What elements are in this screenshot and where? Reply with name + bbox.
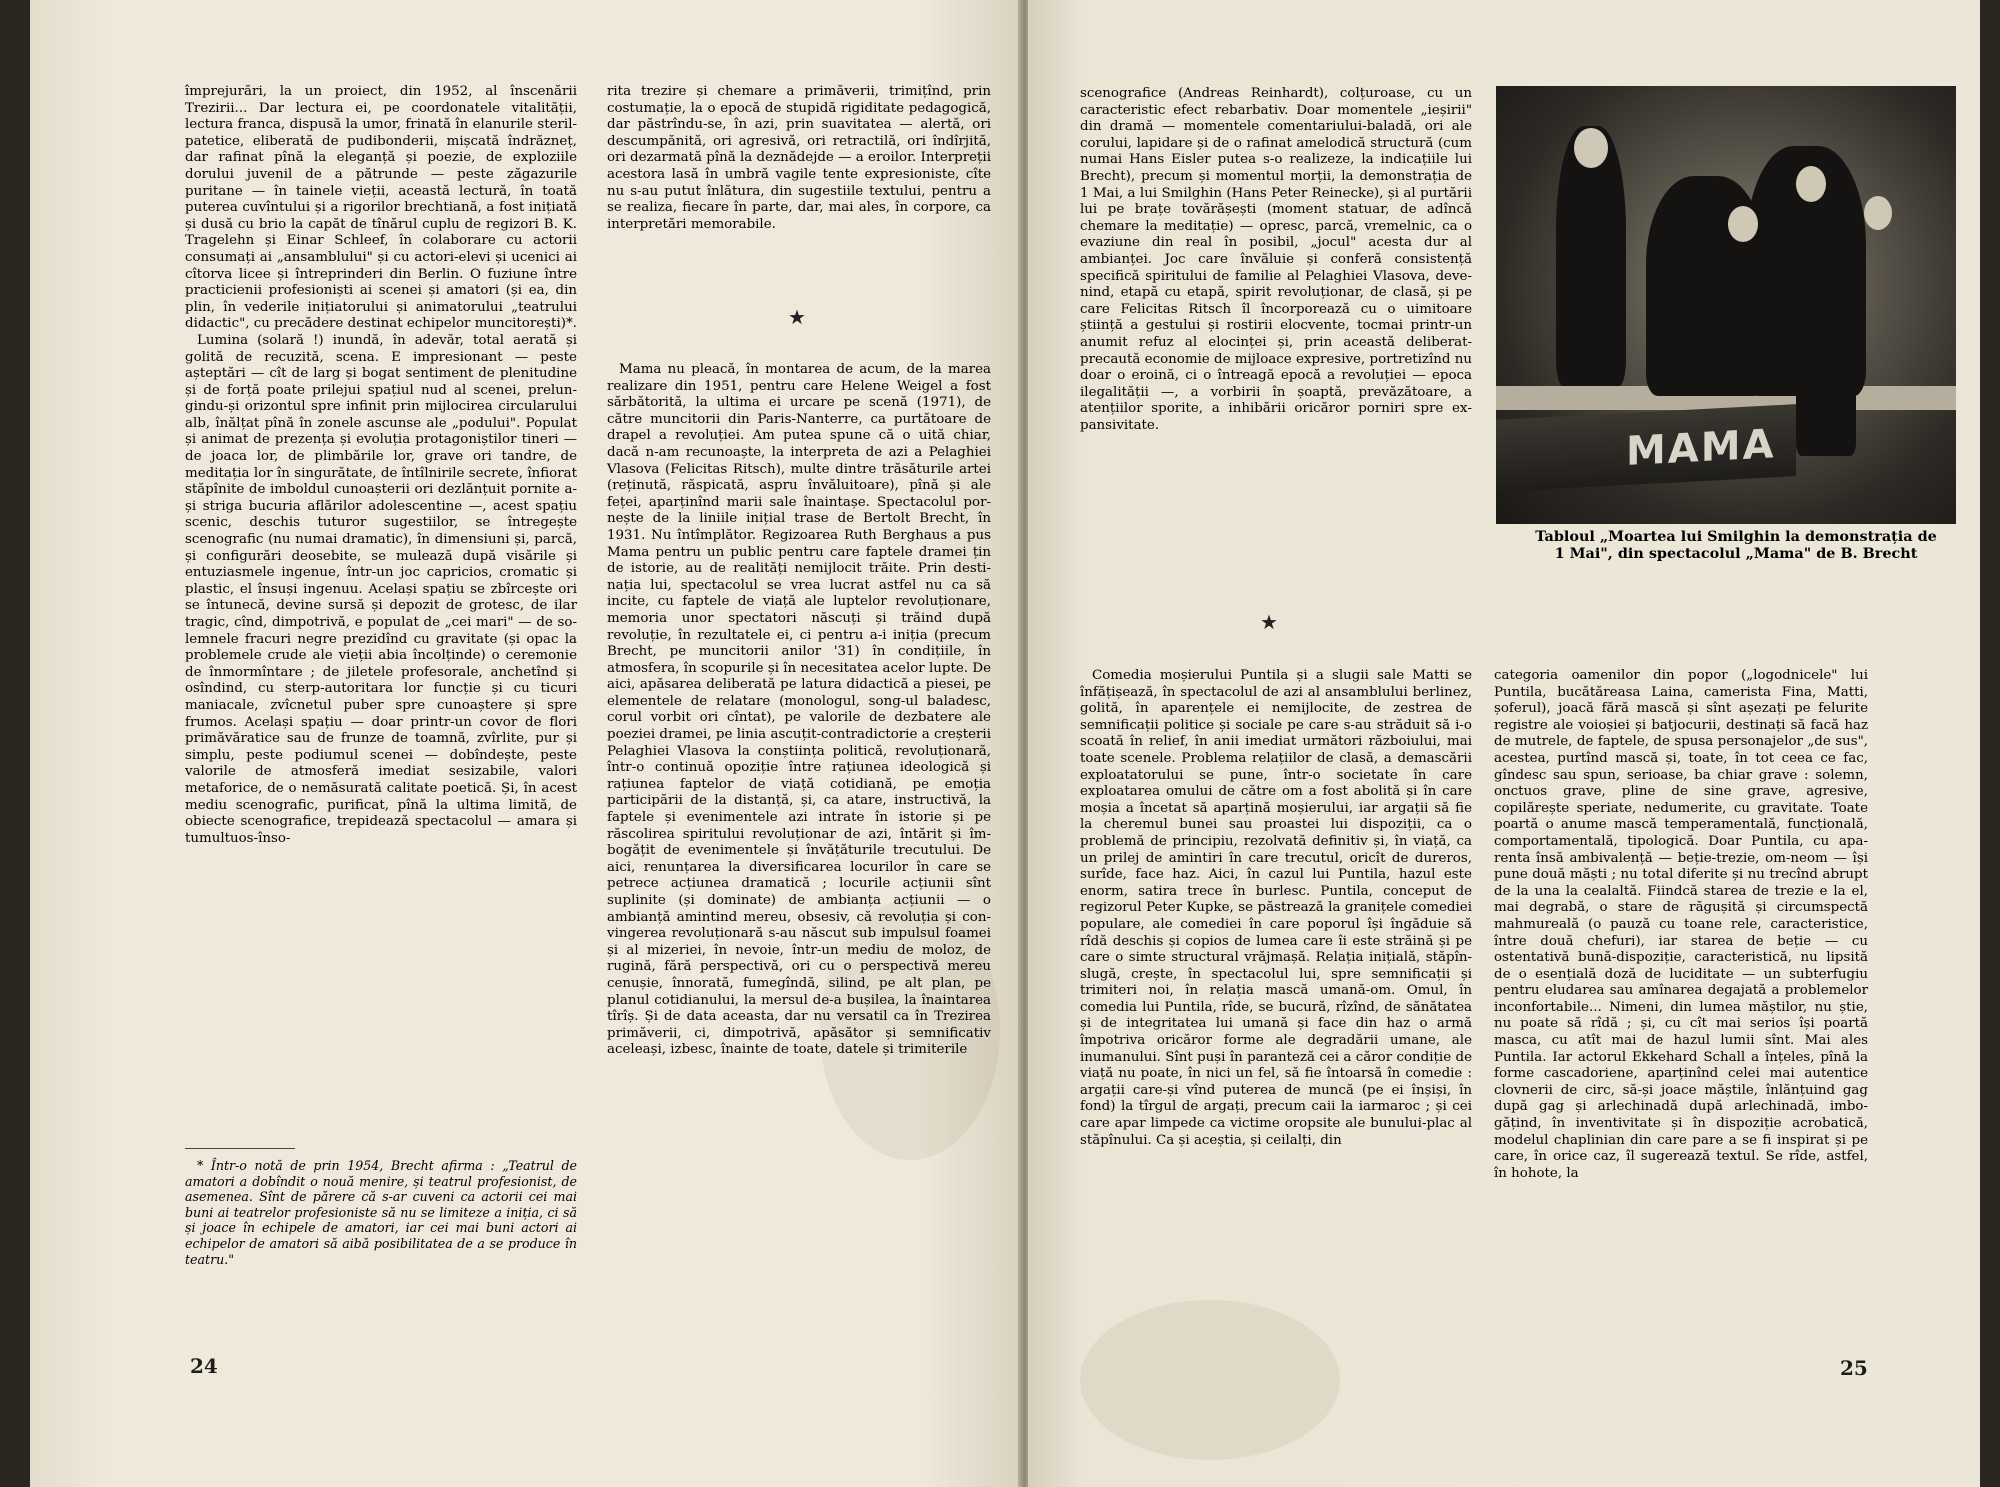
footnote xyxy=(185,1158,577,1267)
left-page-column-2-section xyxy=(607,362,991,1059)
stage-banner xyxy=(1496,404,1796,492)
page-number-right: 25 xyxy=(1840,1356,1868,1380)
left-col1-paragraph: Lumina (solară !) inundă, în adevăr, total aerată și golită de recuzită, scena. E impresionant — peste așteptări — cît de larg și bogat sentiment de plenitudine și de forță poate prilejui spațiul nud al scenei, prelungindu-și orizontul spre infinit prin mijlocirea circularului alb, înălțat pînă în zonele ascunse ale „podului". Populat și animat de prezența și evoluția protagoniștilor tineri — de joaca lor, de plimbările lor, grave ori tandre, de meditația lor în singurătate, de întîlnirile secrete, înfiorat stăpînite de imboldul cunoașterii ori dezlănțuit pornite a-și striga bucuria aflărilor adolescentine —, acest spațiu scenic, deschis tuturor sugestiilor, se întregește scenografic (nu numai dramatic), în dimensiuni și, parcă, și configurări deosebite, se mulează după visările și entuziasmele ingenue, într-un joc capricios, cromatic și plastic, el însuși ingenuu. Același spațiu se zbîrcește ori se întunecă, devine sursă și depozit de grotesc, de ilar tragic, cînd, dimpotrivă, e populat de „cei mari" — de solemnele fracuri negre prezidînd cu gravitate (și opac la problemele crude ale vieții abia încolținde) o ceremonie de înmormîntare ; de jiletele profesorale, anchetînd și osîndind, cu sterp-autoritara lor funcție și cu ticuri maniacale, zvîcnetul puber spre cunoaștere și spre frumos. Același spațiu — doar printr-un covor de flori primăvăratice sau de frunze de toamnă, zvîrlite, pur și simplu, peste podiumul scenei — dobîndește, peste valorile de atmosferă imediat sesizabile, valori metaforice, de o nemăsurată calitate poetică. Și, în acest mediu scenografic, purificat, pînă la ultima limită, de obiecte scenografice, trepidează spectacolul — amara și tumultuos-înso- xyxy=(185,332,577,846)
section-star: ★ xyxy=(1260,610,1278,634)
right-page-column-1 xyxy=(1080,86,1472,434)
footnote-rule xyxy=(185,1148,295,1149)
left-col2-intro: rita trezire și chemare a primăverii, trimițînd, prin costumație, la o epocă de stupidă rigiditate pedagogică, dar păstrîndu-se, în azi, prin suavitatea — alertă, ori descumpănită, ori agresivă, ori retractilă, ori îndîrjită, ori dezarmată pînă la deznădejde — a eroilor. Interpreții acestora lasă în umbră vagile tente expresioniste, cîte nu s-au putut înlătura, din sugestiile textului, pentru a se realiza, fiecare în parte, dar, mai ales, în corpore, ca interpretări memorabile. xyxy=(607,84,991,232)
actor-face xyxy=(1574,128,1608,168)
left-page-column-2 xyxy=(607,84,991,233)
banner-text: MAMA xyxy=(1626,421,1776,476)
section-star: ★ xyxy=(788,305,806,329)
right-page-column-1-section xyxy=(1080,668,1472,1149)
right-col1-paragraph: Comedia moșierului Puntila și a slugii sale Matti se înfățișează, în spectacolul de azi al ansamblului berlinez, golită, în aparențele ei nemijlocite, de zestrea de semnificații politice și sociale pe care s-au străduit să i-o scoată în relief, în anii imediat următori războiului, mai toate scenele. Problema relațiilor de clasă, a demascării exploatatorului se pune, într-o societate în care exploatarea omului de către om a fost abolită și în care moșia a încetat să aparțină moșierului, iar argații să fie la cheremul bunei sau proastei lui dispoziții, ca o problemă de principiu, rezolvată definitiv și, în viață, ca un prilej de amintiri în care trecutul, oricît de dureros, surîde, face haz. Aici, în cazul lui Puntila, hazul este enorm, satira trece în burlesc. Puntila, conceput de regizorul Peter Kupke, se păstrează la granițele comediei populare, ale comediei în care poporul își îngăduie să rîdă deschis și copios de lumea care îi este străină și pe care o simte structural vrăjmașă. Relația inițială, stăpîn-slugă, crește, în spectacolul lui, spre semnificații și trimiteri noi, în relația mască umană-om. Omul, în comedia lui Puntila, rîde, se bucură, rîzînd, de sănătatea și de integritatea lui umană și face din haz o armă împotriva oricăror forme ale degradării umane, ale inumanului. Sînt puși în paranteză cei a căror condiție de viață nu poate, în nici un fel, să fie întoarsă în comedie : argații care-și vînd puterea de muncă (pe ei înșiși, în fond) la tîrgul de argați, precum caii la iarmaroc ; și cei care apar limpede ca victime oropsite ale bunului-plac al stăpînului. Ca și aceștia, și ceilalți, din xyxy=(1080,668,1472,1148)
actor-figure xyxy=(1796,326,1856,456)
left-page-column-1 xyxy=(185,84,577,847)
actor-face xyxy=(1728,206,1758,242)
footnote-text: * Într-o notă de prin 1954, Brecht afirma : „Teatrul de amatori a dobîndit o nouă menire, și teatrul profesionist, de asemenea. Sînt de părere că s-ar cuveni ca actorii cei mai buni ai teatrelor profesioniste să nu se limiteze a iniția, ci să și joace în echipele de amatori, iar cei mai buni actori ai echipelor de amatori să aibă posibilitatea de a se produce în teatru." xyxy=(185,1158,577,1267)
right-col2-paragraph: categoria oamenilor din popor („logodnicele" lui Puntila, bucătăreasa Laina, camerista Fina, Matti, șoferul), joacă fără mască și sînt așezați pe felurite registre ale voioșiei și batjocurii, destinați să facă haz de mutrele, de faptele, de spusa personajelor „de sus", acestea, purtînd mască și, toate, în tot ceea ce fac, gîndesc sau spun, serioase, ba chiar grave : solemn, onctuos grave, pline de sine grave, agresive, copilărește speriate, nedumerite, cu gravitate. Toate poartă o anume mască temperamentală, funcțională, comportamentală, tipologică. Doar Puntila, cu aparenta însă ambivalență — beție-trezie, om-neom — își pune două măști ; nu total diferite și nu trecînd abrupt de la una la cealaltă. Fiindcă starea de trezie e la el, mai degrabă, o stare de răgușită și circumspectă mahmureală (o pauză cu toane rele, caracteristice, între două chefuri), iar starea de beție — cu ostentativă bună-dispoziție, caracteristică, nu lipsită de o esențială doză de luciditate — un subterfugiu pentru eludarea sau amînarea degajată a problemelor inconfortabile... Nimeni, din lumea măștilor, nu știe, nu poate să rîdă ; și, cu cît mai serios își poartă masca, cu atît mai de hazul lumii sînt. Mai ales Puntila. Iar actorul Ekkehard Schall a înțeles, pînă la forme cascadoriene, aparținînd celei mai autentice clovnerii de circ, să-și joace măștile, înlănțuind gag după gag și arlechinadă după arlechinadă, imbogățind, în inventivitate și în dispoziție acrobatică, modelul chaplinian din care pare a se fi inspirat și pe care, în orice caz, îl sugerează textul. Se rîde, astfel, în hohote, la xyxy=(1494,668,1868,1181)
right-col1-intro: scenografice (Andreas Reinhardt), colțuroase, cu un caracteristic efect rebarbativ. Doar momentele „ieșirii" din dramă — momentele comentariului-baladă, ori ale corului, lapidare și de o rafinat amelodică structură (cum numai Hans Eisler putea s-o realizeze, la indicațiile lui Brecht), precum și momentul morții, la demonstrația de 1 Mai, a lui Smilghin (Hans Peter Reinecke), și al purtării lui pe brațe tovărășești (moment statuar, de adîncă chemare la meditație) — opresc, parcă, vremelnic, ca o evaziune din real în posibil, „jocul" acesta dur al ambianței. Joc care învăluie și conferă consistență specifică spiritului de familie al Pelaghiei Vlasova, devenind, etapă cu etapă, spirit revoluționar, de clasă, și pe care Felicitas Ritsch îl încorporează cu o uimitoare știință a gestului și rostirii elocvente, tocmai printr-un anumit refuz al elocinței și, prin această deliberatprecaută economie de mijloace expresive, portretizînd nu doar o eroină, ci o întreagă epocă a revoluției — epoca ilegalității —, a vorbirii în șoaptă, prevăzătoare, a atențiilor sporite, a inhibării oricăror porniri spre expansivitate. xyxy=(1080,86,1472,433)
page-number-left: 24 xyxy=(190,1354,218,1378)
actor-face xyxy=(1864,196,1892,230)
actor-face xyxy=(1796,166,1826,202)
left-col2-paragraph: Mama nu pleacă, în montarea de acum, de la marea realizare din 1951, pentru care Helene Weigel a fost sărbătorită, la ultima ei urcare pe scenă (1971), de către muncitorii din Paris-Nanterre, ca purtătoare de drapel a revoluției. Am putea spune că o uită chiar, dacă n-am recunoaște, la interpreta de azi a Pelaghiei Vlasova (Felicitas Ritsch), multe dintre trăsăturile artei (reținută, răspicată, aspru învăluitoare), pînă și ale feței, aparținînd marii sale înaintașe. Spectacolul pornește de la liniile inițial trase de Bertolt Brecht, în 1931. Nu întîmplător. Regizoarea Ruth Berghaus a pus Mama pentru un public pentru care faptele dramei țin de istorie, au de realități nemijlocit trăite. Prin destinația lui, spectacolul se vrea lucrat astfel nu ca să incite, cu faptele de viață ale luptelor revoluționare, memoria unor spectatori născuți și trăind după revoluție, în rezultatele ei, ci pentru a-i iniția (precum Brecht, pe muncitorii anilor '31) în condițiile, în atmosfera, în scopurile și în necesitatea acelor lupte. De aici, apăsarea deliberată pe latura didactică a piesei, pe elementele de relatare (monologul, song-ul baladesc, corul vorbit ori cîntat), pe valorile de dezbatere ale poeziei dramei, pe linia ascuțit-contradictorie a creșterii Pelaghiei Vlasova la conștiința politică, revoluționară, într-o continuă opoziție între rațiunea ideologică și rațiunea faptelor de viață cotidiană, pe emoția participării de la distanță, și, ca atare, instructivă, la faptele și evenimentele azi intrate în istorie și pe răscolirea spiritului revoluționar de azi, întărit și îmbogățit de evenimentele și învățăturile trecutului. De aici, renunțarea la diversificarea locurilor în care se petrece acțiunea dramatică ; locurile acțiunii sînt suplinite (și dominate) de ambianța acțiunii — o ambianță amintind mereu, obsesiv, că revoluția și convingerea revoluționară s-au născut sub impulsul foamei și al mizeriei, în nevoie, într-un mediu de moloz, de rugină, fără perspectivă, ori cu o perspectivă mereu cenușie, înnorată, fumegîndă, silind, pe alt plan, pe planul cotidianului, la mersul de-a bușilea, la înaintarea tîrîș. Și de data aceasta, dar nu versatil ca în Trezirea primăverii, ci, dimpotrivă, apăsător și semnificativ aceleași, izbesc, înainte de toate, datele și trimiterile xyxy=(607,362,991,1058)
paper-stain xyxy=(1080,1300,1340,1460)
right-page-column-2 xyxy=(1494,668,1868,1182)
photo-caption: Tabloul „Moartea lui Smilghin la demonstrația de 1 Mai", din spectacolul „Mama" de B. Brecht xyxy=(1535,528,1937,563)
stage-photograph xyxy=(1496,86,1956,524)
left-col1-paragraph: împrejurări, la un proiect, din 1952, al înscenării Trezirii... Dar lectura ei, pe coordonatele vitalității, lectura franca, dispusă la umor, frinată în elanurile steril-patetice, eliberată de pudibonderii, mișcată îndrăzneț, dar rafinat pînă la eleganță și poezie, de exploziile dorului juvenil de a pătrunde — peste zăgazurile puritane — în tainele vieții, această lectură, în toată puterea cuvîntului și a rigorilor brechtiană, a fost inițiată și dusă cu brio la capăt de tînărul cuplu de regizori B. K. Tragelehn și Einar Schleef, în colaborare cu actorii consumați ai „ansamblului" și cu actori-elevi și ucenici ai cîtorva licee și întreprinderi din Berlin. O fuziune între practicienii profesioniști ai scenei și amatori (și ea, din plin, în vederile inițiatorului și animatorului „teatrului didactic", cu precădere destinat echipelor muncitorești)*. xyxy=(185,84,577,332)
